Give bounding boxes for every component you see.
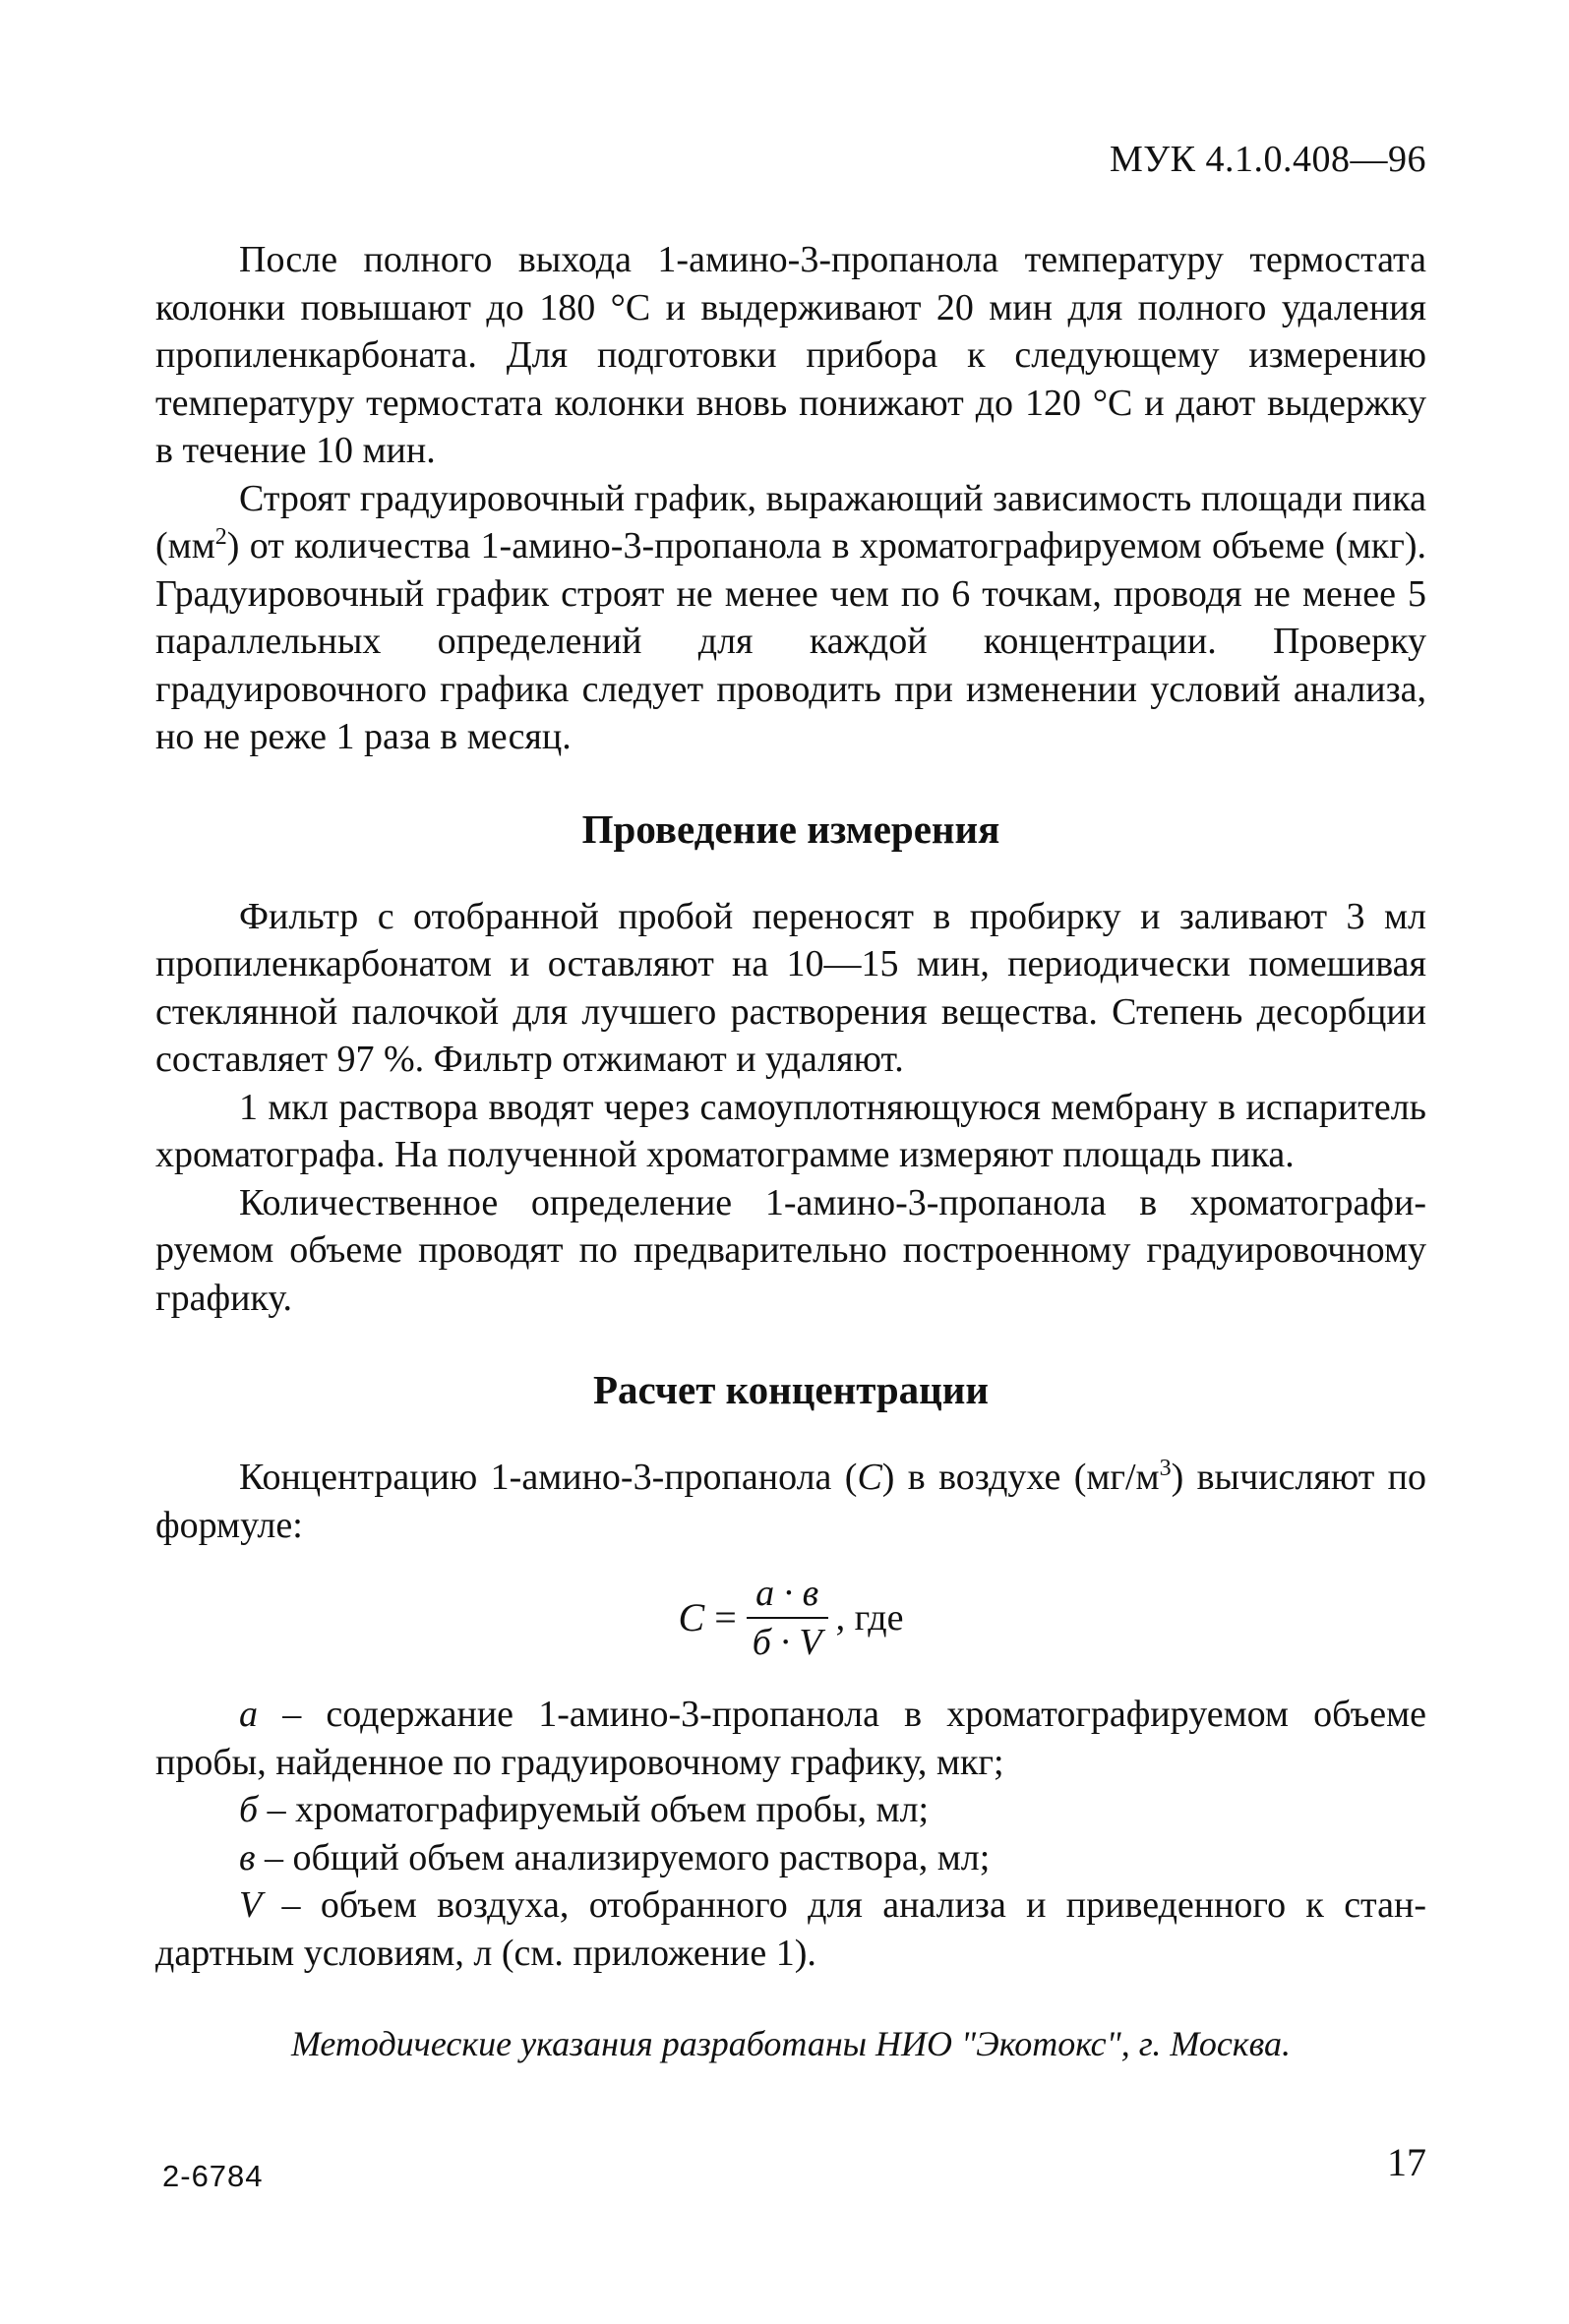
paragraph-calibration-graph <box>155 475 1426 761</box>
formula-lhs: С <box>678 1594 705 1639</box>
page-number: 17 <box>1387 2140 1426 2184</box>
paragraph-formula-intro <box>155 1454 1426 1549</box>
heading-measurement: Проведение измерения <box>581 805 1000 852</box>
intro-text-1: Концентрацию 1-амино-3-пропанола ( <box>239 1457 858 1498</box>
intro-text-3: ) вычисляют по формуле: <box>155 1457 1427 1546</box>
formula-numerator: а · в <box>755 1573 819 1614</box>
definition-symbol: V <box>239 1884 263 1926</box>
definition-volume <box>155 1881 1426 1977</box>
formula-tail: , где <box>835 1596 904 1639</box>
document-code-header: МУК 4.1.0.408—96 <box>1109 139 1426 180</box>
page-content <box>155 236 1426 2068</box>
definition-b <box>155 1786 1426 1834</box>
definition-symbol: а <box>239 1694 258 1735</box>
definition-text: – хроматографируемый объем пробы, мл; <box>258 1789 930 1830</box>
superscript-3: 3 <box>1159 1456 1172 1481</box>
definition-symbol: в <box>239 1836 256 1878</box>
formula-fraction <box>747 1572 828 1664</box>
superscript-2: 2 <box>214 524 227 550</box>
intro-text-2: ) в воздухе (мг/м <box>881 1457 1160 1498</box>
paragraph-calibration-text-1: Строят градуировочный график, выражающий зависимость площади пика (мм <box>155 477 1426 566</box>
concentration-formula <box>155 1563 1426 1673</box>
definition-text: – общий объем анализируемого раствора, мл; <box>255 1836 991 1878</box>
definition-symbol: б <box>239 1789 259 1830</box>
definition-v <box>155 1834 1426 1882</box>
paragraph-column-heating: После полного выхода 1-амино-3-пропанола температуру термостата колонки повышают до 180 °С и выдерживают 20 мин для полного удаления пропиленкарбоната. Для подготовки прибора к следующему измерению температуру термостата колонки вновь понижают до 120 °С и дают выдержку в течение 10 мин. <box>155 239 1426 471</box>
paragraph-quantitative: Количественное определение 1-амино-3-пропанола в хроматографируемом объеме проводят по предварительно построенному градуировочному графику. <box>155 1181 1426 1319</box>
formula-denominator: б · V <box>752 1622 822 1663</box>
intro-symbol-c: С <box>857 1457 882 1498</box>
print-code: 2-6784 <box>162 2159 264 2193</box>
paragraph-calibration-text-2: ) от количества 1-амино-3-пропанола в хроматографируемом объеме (мкг). Градуировочный график строят не менее чем по 6 точкам, проводя не менее 5 параллельных определений для каждой концентрации. Проверку градуировочного графика следует проводить при изменении условий анализа, но не реже 1 раза в месяц. <box>155 525 1426 757</box>
definition-text: – содержание 1-амино-3-пропанола в хроматографируемом объеме пробы, найденное по градуировочному графику, мкг; <box>155 1694 1426 1783</box>
paragraph-filter-procedure: Фильтр с отобранной пробой переносят в пробирку и заливают 3 мл пропиленкарбонатом и оставляют на 10—15 мин, периодически помешивая стеклянной палочкой для лучшего растворения вещества. Степень десорбции составляет 97 %. Фильтр отжимают и удаляют. <box>155 895 1426 1080</box>
paragraph-injection: 1 мкл раствора вводят через самоуплотняющуюся мембрану в испаритель хроматографа. На полученной хроматограмме измеряют площадь пика. <box>155 1086 1426 1175</box>
definition-text: – объем воздуха, отобранного для анализа и приведенного к стандартным условиям, л (см. приложение 1). <box>155 1884 1426 1974</box>
definition-a <box>155 1691 1426 1786</box>
formula-equals: = <box>714 1594 737 1639</box>
methodology-note: Методические указания разработаны НИО "Экотокс", г. Москва. <box>290 2024 1292 2063</box>
heading-calculation: Расчет концентрации <box>592 1367 990 1412</box>
